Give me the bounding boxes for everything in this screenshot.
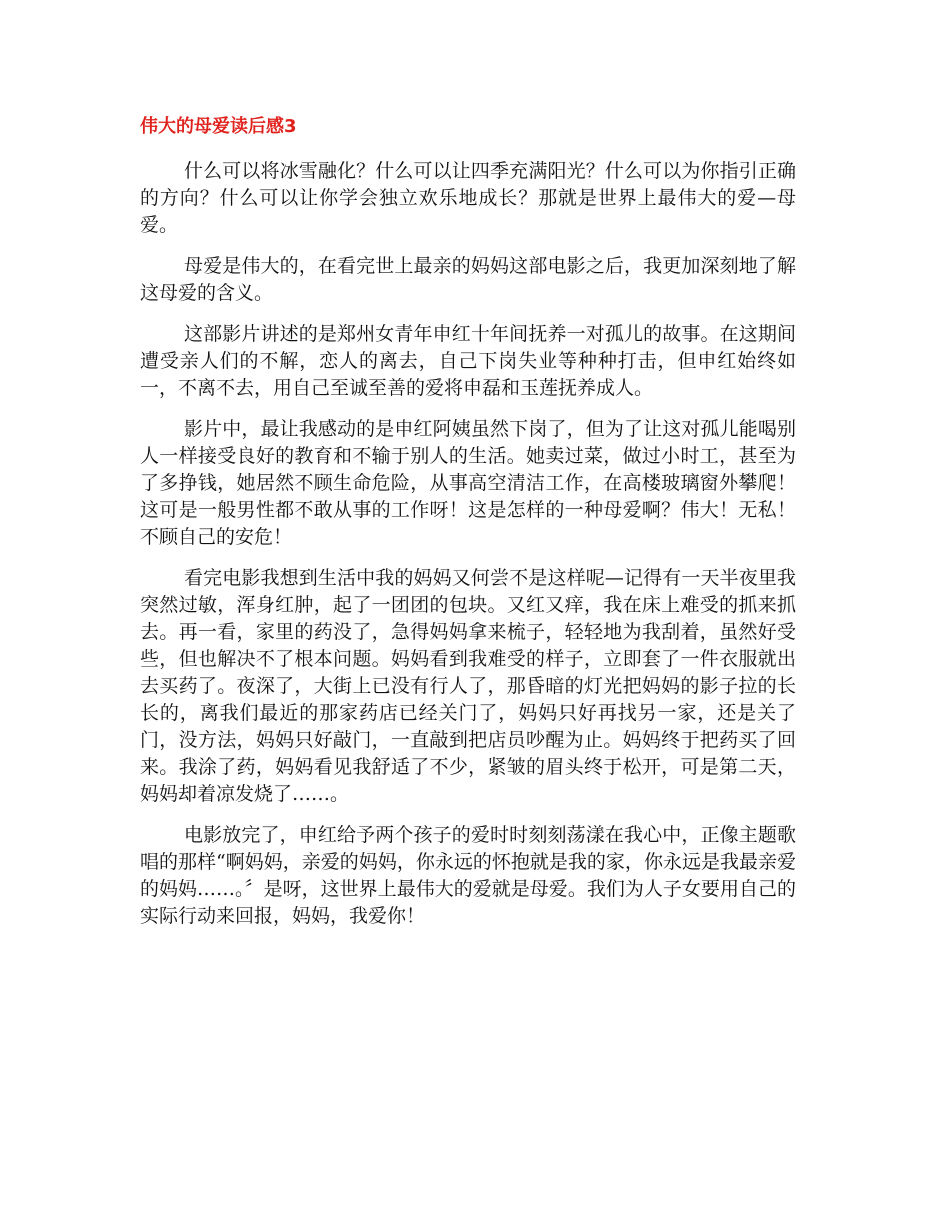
paragraph-4: 影片中，最让我感动的是申红阿姨虽然下岗了，但为了让这对孤儿能喝别人一样接受良好的教育和不输于别人的生活。她卖过菜，做过小时工，甚至为了多挣钱，她居然不顾生命危险，从事高空清洁工作，在高楼玻璃窗外攀爬！这可是一般男性都不敢从事的工作呀！这是怎样的一种母爱啊？伟大！无私！不顾自己的安危！ (140, 418, 796, 548)
paragraph-6: 电影放完了，申红给予两个孩子的爱时时刻刻荡漾在我心中，正像主题歌唱的那样“啊妈妈，亲爱的妈妈，你永远的怀抱就是我的家，你永远是我最亲爱的妈妈……。〞是呀，这世界上最伟大的爱就是母爱。我们为人子女要用自己的实际行动来回报，妈妈，我爱你！ (140, 824, 796, 927)
document-body (140, 114, 796, 944)
paragraph-1: 什么可以将冰雪融化？什么可以让四季充满阳光？什么可以为你指引正确的方向？什么可以让你学会独立欢乐地成长？那就是世界上最伟大的爱—母爱。 (140, 160, 796, 236)
paragraph-5: 看完电影我想到生活中我的妈妈又何尝不是这样呢—记得有一天半夜里我突然过敏，浑身红肿，起了一团团的包块。又红又痒，我在床上难受的抓来抓去。再一看，家里的药没了，急得妈妈拿来梳子，轻轻地为我刮着，虽然好受些，但也解决不了根本问题。妈妈看到我难受的样子，立即套了一件衣服就出去买药了。夜深了，大街上已没有行人了，那昏暗的灯光把妈妈的影子拉的长长的，离我们最近的那家药店已经关门了，妈妈只好再找另一家，还是关了门，没方法，妈妈只好敲门，一直敲到把店员吵醒为止。妈妈终于把药买了回来。我涂了药，妈妈看见我舒适了不少，紧皱的眉头终于松开，可是第二天，妈妈却着凉发烧了……。 (140, 567, 796, 805)
paragraph-2: 母爱是伟大的，在看完世上最亲的妈妈这部电影之后，我更加深刻地了解这母爱的含义。 (140, 255, 796, 304)
document-title: 伟大的母爱读后感3 (140, 116, 297, 137)
paragraph-3: 这部影片讲述的是郑州女青年申红十年间抚养一对孤儿的故事。在这期间遭受亲人们的不解，恋人的离去，自己下岗失业等种种打击，但申红始终如一，不离不去，用自己至诚至善的爱将申磊和玉莲抚养成人。 (140, 323, 796, 399)
